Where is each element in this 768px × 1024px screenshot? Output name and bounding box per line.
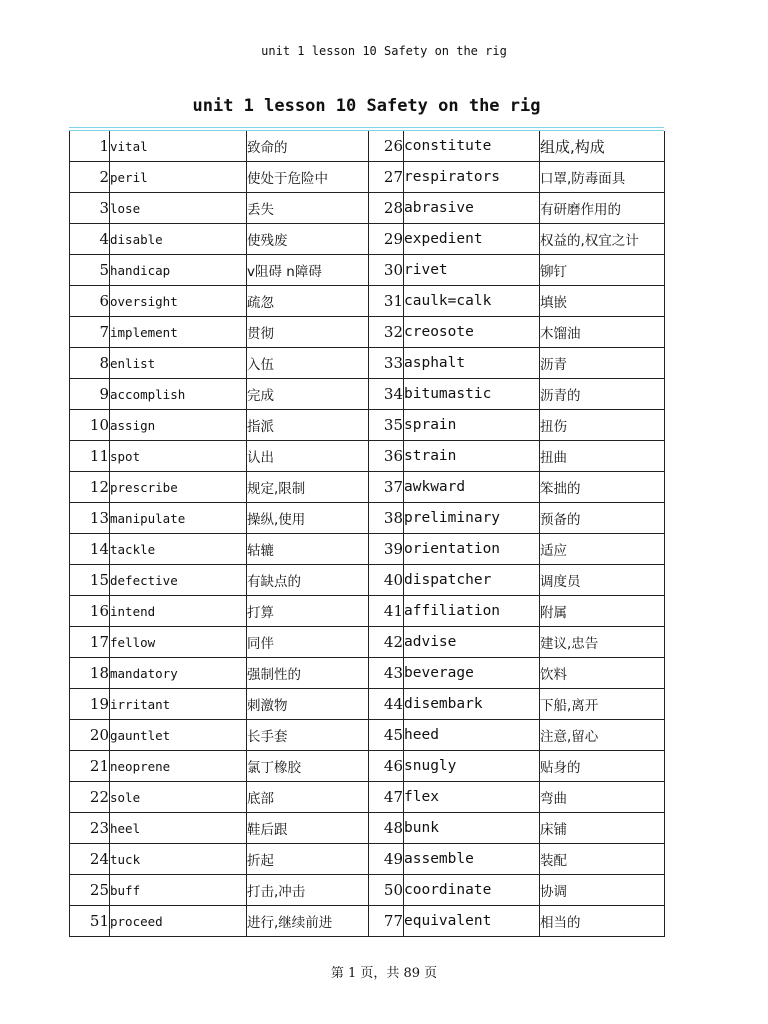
- chinese-meaning-right: 协调: [540, 875, 665, 906]
- english-word-left: disable: [110, 224, 247, 255]
- table-row: [70, 720, 665, 751]
- chinese-meaning-right: 相当的: [540, 906, 665, 937]
- table-row: [70, 689, 665, 720]
- row-number-right: 48: [369, 813, 404, 844]
- row-number-right: 32: [369, 317, 404, 348]
- chinese-meaning-left: 折起: [247, 844, 369, 875]
- table-row: [70, 503, 665, 534]
- chinese-meaning-left: 轱辘: [247, 534, 369, 565]
- chinese-meaning-left: 打算: [247, 596, 369, 627]
- chinese-meaning-left: 底部: [247, 782, 369, 813]
- row-number-right: 39: [369, 534, 404, 565]
- row-number-right: 46: [369, 751, 404, 782]
- english-word-right: bitumastic: [404, 379, 540, 410]
- table-row: [70, 162, 665, 193]
- english-word-right: constitute: [404, 131, 540, 162]
- english-word-left: handicap: [110, 255, 247, 286]
- chinese-meaning-right: 调度员: [540, 565, 665, 596]
- row-number-left: 20: [70, 720, 110, 751]
- row-number-left: 18: [70, 658, 110, 689]
- english-word-left: defective: [110, 565, 247, 596]
- row-number-left: 21: [70, 751, 110, 782]
- chinese-meaning-right: 填嵌: [540, 286, 665, 317]
- english-word-left: gauntlet: [110, 720, 247, 751]
- chinese-meaning-left: 有缺点的: [247, 565, 369, 596]
- english-word-right: beverage: [404, 658, 540, 689]
- vocabulary-table: [69, 131, 665, 937]
- english-word-right: creosote: [404, 317, 540, 348]
- english-word-left: buff: [110, 875, 247, 906]
- english-word-left: accomplish: [110, 379, 247, 410]
- chinese-meaning-right: 有研磨作用的: [540, 193, 665, 224]
- chinese-meaning-right: 沥青的: [540, 379, 665, 410]
- chinese-meaning-right: 木馏油: [540, 317, 665, 348]
- english-word-left: implement: [110, 317, 247, 348]
- row-number-left: 2: [70, 162, 110, 193]
- chinese-meaning-right: 附属: [540, 596, 665, 627]
- chinese-meaning-left: 致命的: [247, 131, 369, 162]
- chinese-meaning-left: 丢失: [247, 193, 369, 224]
- chinese-meaning-right: 铆钉: [540, 255, 665, 286]
- chinese-meaning-right: 弯曲: [540, 782, 665, 813]
- english-word-left: vital: [110, 131, 247, 162]
- chinese-meaning-right: 贴身的: [540, 751, 665, 782]
- table-row: [70, 410, 665, 441]
- english-word-left: tuck: [110, 844, 247, 875]
- english-word-left: mandatory: [110, 658, 247, 689]
- row-number-right: 40: [369, 565, 404, 596]
- chinese-meaning-right: 装配: [540, 844, 665, 875]
- chinese-meaning-right: 权益的,权宜之计: [540, 224, 665, 255]
- table-row: [70, 131, 665, 162]
- english-word-left: enlist: [110, 348, 247, 379]
- title-divider: [69, 127, 664, 128]
- row-number-left: 5: [70, 255, 110, 286]
- chinese-meaning-right: 注意,留心: [540, 720, 665, 751]
- table-row: [70, 193, 665, 224]
- row-number-left: 3: [70, 193, 110, 224]
- english-word-left: proceed: [110, 906, 247, 937]
- row-number-left: 24: [70, 844, 110, 875]
- english-word-right: affiliation: [404, 596, 540, 627]
- row-number-right: 77: [369, 906, 404, 937]
- english-word-right: preliminary: [404, 503, 540, 534]
- chinese-meaning-right: 预备的: [540, 503, 665, 534]
- chinese-meaning-left: 操纵,使用: [247, 503, 369, 534]
- english-word-right: caulk=calk: [404, 286, 540, 317]
- table-row: [70, 379, 665, 410]
- table-row: [70, 627, 665, 658]
- chinese-meaning-right: 适应: [540, 534, 665, 565]
- row-number-right: 50: [369, 875, 404, 906]
- chinese-meaning-left: 长手套: [247, 720, 369, 751]
- row-number-right: 38: [369, 503, 404, 534]
- row-number-right: 43: [369, 658, 404, 689]
- chinese-meaning-left: 进行,继续前进: [247, 906, 369, 937]
- english-word-left: peril: [110, 162, 247, 193]
- row-number-right: 27: [369, 162, 404, 193]
- table-row: [70, 255, 665, 286]
- row-number-right: 33: [369, 348, 404, 379]
- english-word-left: tackle: [110, 534, 247, 565]
- table-row: [70, 875, 665, 906]
- english-word-right: sprain: [404, 410, 540, 441]
- chinese-meaning-right: 饮料: [540, 658, 665, 689]
- table-row: [70, 782, 665, 813]
- english-word-left: sole: [110, 782, 247, 813]
- english-word-right: awkward: [404, 472, 540, 503]
- english-word-left: prescribe: [110, 472, 247, 503]
- row-number-left: 15: [70, 565, 110, 596]
- row-number-right: 36: [369, 441, 404, 472]
- chinese-meaning-left: v阻碍 n障碍: [247, 255, 369, 286]
- row-number-left: 19: [70, 689, 110, 720]
- row-number-left: 12: [70, 472, 110, 503]
- row-number-right: 30: [369, 255, 404, 286]
- row-number-right: 35: [369, 410, 404, 441]
- english-word-right: coordinate: [404, 875, 540, 906]
- chinese-meaning-right: 笨拙的: [540, 472, 665, 503]
- page-footer: 第 1 页，共 89 页: [330, 966, 438, 981]
- chinese-meaning-left: 氯丁橡胶: [247, 751, 369, 782]
- row-number-right: 41: [369, 596, 404, 627]
- chinese-meaning-left: 强制性的: [247, 658, 369, 689]
- chinese-meaning-right: 扭曲: [540, 441, 665, 472]
- english-word-right: abrasive: [404, 193, 540, 224]
- english-word-right: orientation: [404, 534, 540, 565]
- row-number-right: 31: [369, 286, 404, 317]
- english-word-right: rivet: [404, 255, 540, 286]
- english-word-right: strain: [404, 441, 540, 472]
- table-row: [70, 565, 665, 596]
- english-word-left: oversight: [110, 286, 247, 317]
- table-row: [70, 596, 665, 627]
- table-row: [70, 317, 665, 348]
- table-row: [70, 844, 665, 875]
- row-number-right: 29: [369, 224, 404, 255]
- english-word-left: fellow: [110, 627, 247, 658]
- row-number-right: 45: [369, 720, 404, 751]
- english-word-right: heed: [404, 720, 540, 751]
- table-row: [70, 751, 665, 782]
- chinese-meaning-right: 组成,构成: [540, 131, 665, 162]
- table-row: [70, 224, 665, 255]
- table-row: [70, 348, 665, 379]
- chinese-meaning-left: 入伍: [247, 348, 369, 379]
- english-word-right: assemble: [404, 844, 540, 875]
- table-row: [70, 472, 665, 503]
- english-word-left: irritant: [110, 689, 247, 720]
- row-number-left: 17: [70, 627, 110, 658]
- row-number-right: 26: [369, 131, 404, 162]
- row-number-left: 11: [70, 441, 110, 472]
- english-word-left: manipulate: [110, 503, 247, 534]
- english-word-right: respirators: [404, 162, 540, 193]
- english-word-right: dispatcher: [404, 565, 540, 596]
- row-number-right: 47: [369, 782, 404, 813]
- english-word-left: lose: [110, 193, 247, 224]
- page-header: unit 1 lesson 10 Safety on the rig: [261, 44, 507, 58]
- table-row: [70, 534, 665, 565]
- chinese-meaning-right: 床铺: [540, 813, 665, 844]
- english-word-left: spot: [110, 441, 247, 472]
- chinese-meaning-left: 规定,限制: [247, 472, 369, 503]
- chinese-meaning-left: 贯彻: [247, 317, 369, 348]
- english-word-left: neoprene: [110, 751, 247, 782]
- row-number-right: 49: [369, 844, 404, 875]
- chinese-meaning-left: 认出: [247, 441, 369, 472]
- row-number-left: 10: [70, 410, 110, 441]
- row-number-right: 34: [369, 379, 404, 410]
- row-number-left: 9: [70, 379, 110, 410]
- chinese-meaning-right: 沥青: [540, 348, 665, 379]
- english-word-left: intend: [110, 596, 247, 627]
- row-number-left: 51: [70, 906, 110, 937]
- row-number-left: 23: [70, 813, 110, 844]
- table-row: [70, 286, 665, 317]
- english-word-right: disembark: [404, 689, 540, 720]
- english-word-right: flex: [404, 782, 540, 813]
- row-number-right: 28: [369, 193, 404, 224]
- row-number-left: 8: [70, 348, 110, 379]
- english-word-right: advise: [404, 627, 540, 658]
- english-word-left: heel: [110, 813, 247, 844]
- english-word-right: expedient: [404, 224, 540, 255]
- chinese-meaning-left: 指派: [247, 410, 369, 441]
- chinese-meaning-left: 同伴: [247, 627, 369, 658]
- row-number-right: 37: [369, 472, 404, 503]
- table-row: [70, 441, 665, 472]
- english-word-right: snugly: [404, 751, 540, 782]
- chinese-meaning-left: 打击,冲击: [247, 875, 369, 906]
- row-number-left: 1: [70, 131, 110, 162]
- english-word-left: assign: [110, 410, 247, 441]
- chinese-meaning-left: 刺激物: [247, 689, 369, 720]
- row-number-left: 25: [70, 875, 110, 906]
- english-word-right: equivalent: [404, 906, 540, 937]
- row-number-right: 42: [369, 627, 404, 658]
- row-number-left: 16: [70, 596, 110, 627]
- chinese-meaning-right: 口罩,防毒面具: [540, 162, 665, 193]
- document-title: unit 1 lesson 10 Safety on the rig: [192, 96, 541, 116]
- table-row: [70, 658, 665, 689]
- table-row: [70, 813, 665, 844]
- chinese-meaning-left: 鞋后跟: [247, 813, 369, 844]
- table-row: [70, 906, 665, 937]
- row-number-left: 7: [70, 317, 110, 348]
- row-number-left: 6: [70, 286, 110, 317]
- chinese-meaning-left: 使处于危险中: [247, 162, 369, 193]
- english-word-right: asphalt: [404, 348, 540, 379]
- chinese-meaning-right: 建议,忠告: [540, 627, 665, 658]
- chinese-meaning-right: 扭伤: [540, 410, 665, 441]
- chinese-meaning-left: 使残废: [247, 224, 369, 255]
- english-word-right: bunk: [404, 813, 540, 844]
- chinese-meaning-left: 疏忽: [247, 286, 369, 317]
- row-number-left: 14: [70, 534, 110, 565]
- chinese-meaning-left: 完成: [247, 379, 369, 410]
- chinese-meaning-right: 下船,离开: [540, 689, 665, 720]
- row-number-right: 44: [369, 689, 404, 720]
- row-number-left: 13: [70, 503, 110, 534]
- row-number-left: 4: [70, 224, 110, 255]
- row-number-left: 22: [70, 782, 110, 813]
